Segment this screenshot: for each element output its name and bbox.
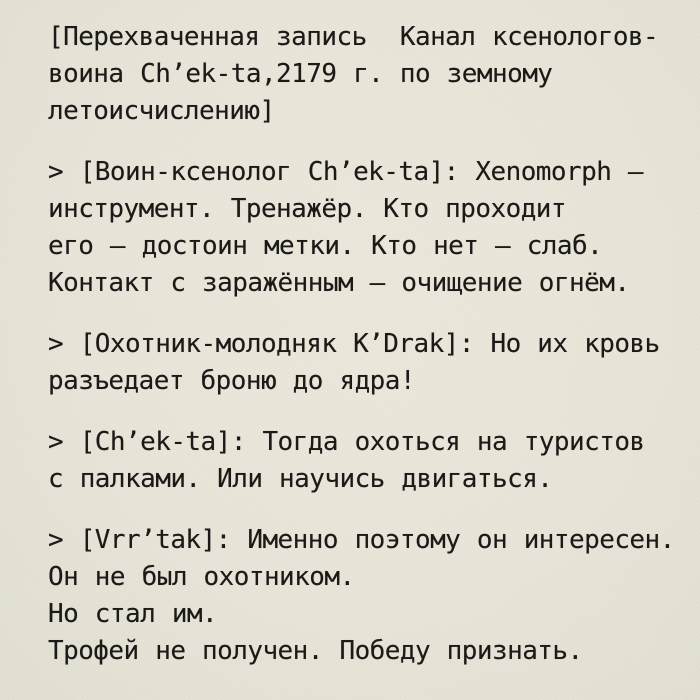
header-line-2: воина Ch’ek-ta,2179 г. по земному [48, 59, 553, 89]
message-line: его — достоин метки. Кто нет — слаб. [48, 231, 603, 261]
message-line: с палками. Или научись двигаться. [48, 464, 553, 494]
transcript-header [48, 19, 676, 130]
message-chek-ta-first [48, 154, 676, 302]
message-line: > [Воин-ксенолог Ch’ek-ta]: Xenomorph — [48, 157, 644, 187]
message-line: > [Vrr’tak]: Именно поэтому он интересен. [48, 525, 675, 555]
message-line: Он не был охотником. [48, 562, 355, 592]
message-line: Трофей не получен. Победу признать. [48, 636, 583, 666]
message-line: инструмент. Тренажёр. Кто проходит [48, 194, 567, 224]
message-line: Контакт с заражённым — очищение огнём. [48, 268, 630, 298]
message-vrrtak [48, 522, 676, 670]
message-line: > [Охотник-молодняк K’Drak]: Но их кровь [48, 329, 660, 359]
message-line: разъедает броню до ядра! [48, 366, 415, 396]
header-line-1: [Перехваченная запись Канал ксенологов- [48, 22, 659, 52]
message-kdrak [48, 326, 676, 400]
header-line-3: летоисчислению] [48, 96, 275, 126]
message-line: > [Ch’ek-ta]: Тогда охоться на туристов [48, 427, 645, 457]
message-line: Но стал им. [48, 599, 218, 629]
message-chek-ta-second [48, 424, 676, 498]
